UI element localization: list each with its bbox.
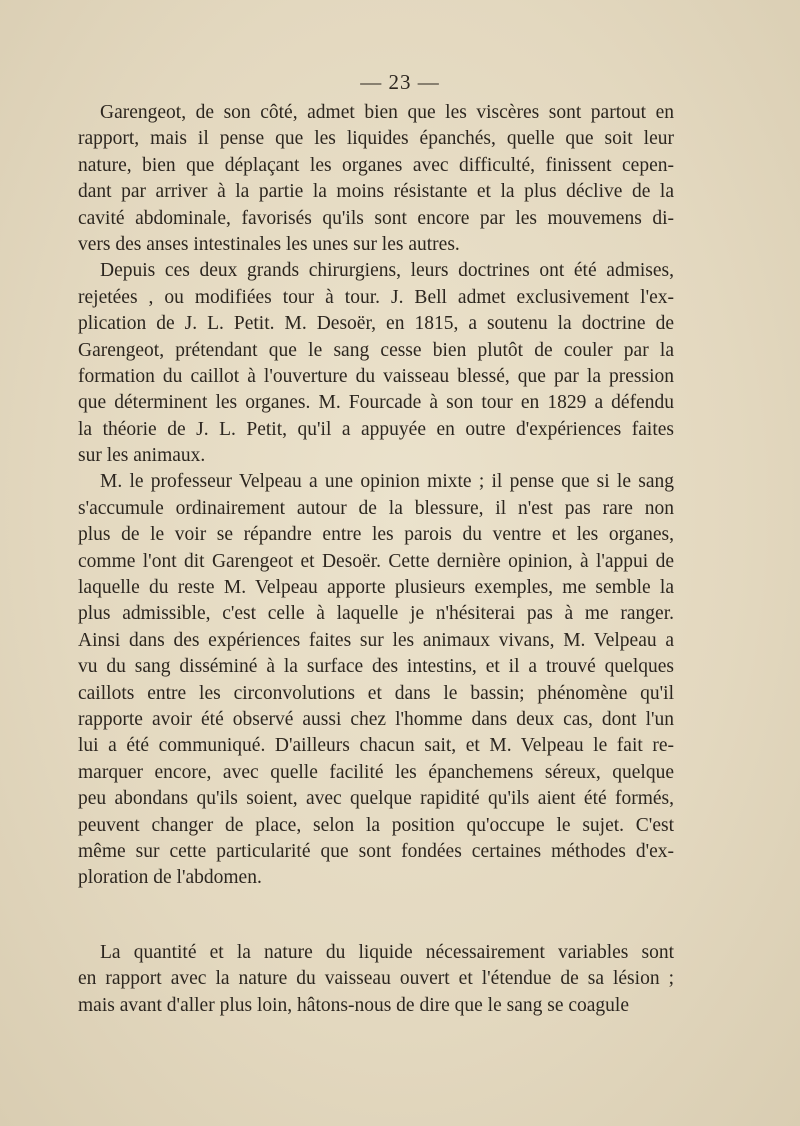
text-line: plication de J. L. Petit. M. Desoër, en 1815, a soutenu la doctrine de [78, 313, 674, 335]
text-line: rapport, mais il pense que les liquides épanchés, quelle que soit leur [78, 128, 674, 150]
paragraph-1 [78, 100, 674, 258]
text-line: Depuis ces deux grands chirurgiens, leurs doctrines ont été admises, [100, 260, 674, 282]
text-line: même sur cette particularité que sont fondées certaines méthodes d'ex- [78, 840, 674, 862]
text-line: peuvent changer de place, selon la position qu'occupe le sujet. C'est [78, 814, 674, 836]
text-line: formation du caillot à l'ouverture du vaisseau blessé, que par la pression [78, 365, 674, 387]
body-text-top [78, 100, 674, 892]
text-line: peu abondans qu'ils soient, avec quelque rapidité qu'ils aient été formés, [78, 788, 674, 810]
paragraph-4 [78, 940, 674, 1019]
text-line: dant par arriver à la partie la moins résistante et la plus déclive de la [78, 181, 674, 203]
body-text-bottom [78, 940, 674, 1019]
text-line: s'accumule ordinairement autour de la blessure, il n'est pas rare non [78, 497, 674, 519]
text-line: ploration de l'abdomen. [78, 867, 262, 889]
text-line: en rapport avec la nature du vaisseau ouvert et l'étendue de sa lésion ; [78, 968, 674, 990]
paragraph-2 [78, 258, 674, 469]
text-line: plus de le voir se répandre entre les parois du ventre et les organes, [78, 524, 674, 546]
text-line: marquer encore, avec quelle facilité les épanchemens séreux, quelque [78, 761, 674, 783]
text-line: lui a été communiqué. D'ailleurs chacun sait, et M. Velpeau le fait re- [78, 735, 674, 757]
text-line: M. le professeur Velpeau a une opinion mixte ; il pense que si le sang [100, 471, 674, 493]
paragraph-3 [78, 469, 674, 891]
text-line: caillots entre les circonvolutions et dans le bassin; phénomène qu'il [78, 682, 674, 704]
text-line: sur les animaux. [78, 445, 206, 467]
text-line: vers des anses intestinales les unes sur les autres. [78, 233, 460, 255]
text-line: Garengeot, prétendant que le sang cesse bien plutôt de couler par la [78, 339, 674, 361]
text-line: rapporte avoir été observé aussi chez l'homme dans deux cas, dont l'un [78, 708, 674, 730]
text-line: comme l'ont dit Garengeot et Desoër. Cette dernière opinion, à l'appui de [78, 550, 674, 572]
text-line: la théorie de J. L. Petit, qu'il a appuyée en outre d'expériences faites [78, 418, 674, 440]
text-line: vu du sang disséminé à la surface des intestins, et il a trouvé quelques [78, 656, 674, 678]
text-line: rejetées , ou modifiées tour à tour. J. Bell admet exclusivement l'ex- [78, 286, 674, 308]
text-line: Garengeot, de son côté, admet bien que les viscères sont partout en [100, 102, 674, 123]
text-line: cavité abdominale, favorisés qu'ils sont encore par les mouvemens di- [78, 207, 674, 229]
text-line: que déterminent les organes. M. Fourcade à son tour en 1829 a défendu [78, 392, 674, 414]
text-line: mais avant d'aller plus loin, hâtons-nous de dire que le sang se coagule [78, 994, 629, 1016]
page-number: — 23 — [360, 70, 440, 94]
text-line: plus admissible, c'est celle à laquelle je n'hésiterai pas à me ranger. [78, 603, 674, 625]
text-line: laquelle du reste M. Velpeau apporte plusieurs exemples, me semble la [78, 577, 674, 599]
text-line: Ainsi dans des expériences faites sur les animaux vivans, M. Velpeau a [78, 629, 674, 651]
text-line: La quantité et la nature du liquide nécessairement variables sont [100, 942, 674, 963]
text-line: nature, bien que déplaçant les organes avec difficulté, finissent cepen- [78, 154, 674, 176]
